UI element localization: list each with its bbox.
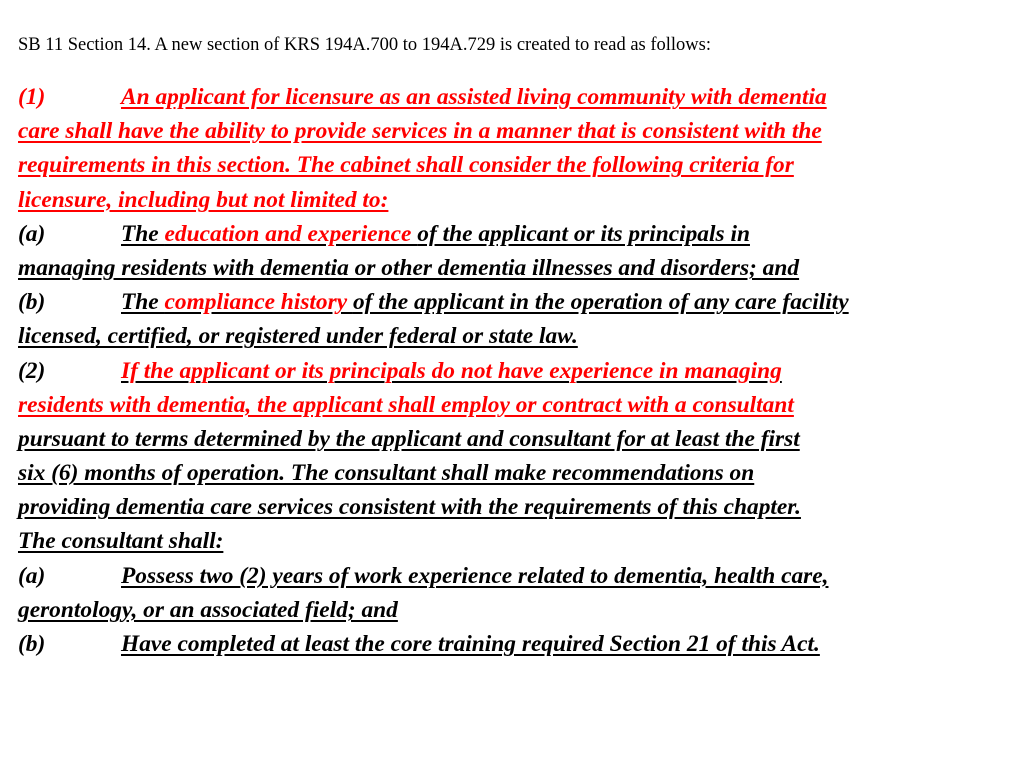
paragraph-2-label: (2) bbox=[18, 357, 46, 384]
paragraph-2-line-6: The consultant shall: bbox=[18, 528, 224, 555]
item-a-line-2: managing residents with dementia or other dementia illnesses and disorders; and bbox=[18, 254, 800, 281]
paragraph-1-line-2: care shall have the ability to provide services in a manner that is consistent with the bbox=[18, 118, 822, 145]
paragraph-1-label: (1) bbox=[18, 84, 46, 110]
item-b-line-1: (b) The compliance history of the applicant in the operation of any care facility bbox=[18, 285, 1010, 319]
paragraph-2-line-3: pursuant to terms determined by the applicant and consultant for at least the first bbox=[18, 425, 800, 452]
paragraph-1-line-3: requirements in this section. The cabinet shall consider the following criteria for bbox=[18, 152, 794, 179]
item-b-line-2: licensed, certified, or registered under federal or state law. bbox=[18, 323, 578, 350]
consultant-item-a-label: (a) bbox=[18, 562, 46, 589]
item-a-highlight: education and experience bbox=[164, 220, 418, 247]
paragraph-2-line-4: six (6) months of operation. The consultant shall make recommendations on bbox=[18, 460, 755, 487]
consultant-item-a-line-2: gerontology, or an associated field; and bbox=[18, 596, 398, 623]
document-page bbox=[18, 30, 1010, 661]
section-heading: SB 11 Section 14. A new section of KRS 194A.700 to 194A.729 is created to read as follows: bbox=[18, 35, 711, 55]
paragraph-2-line-1: (2) If the applicant or its principals do not have experience in managing bbox=[18, 354, 1010, 388]
item-a-line-1: (a) The education and experience of the applicant or its principals in bbox=[18, 217, 1010, 251]
paragraph-1-line-4: licensure, including but not limited to: bbox=[18, 186, 389, 213]
consultant-item-a-line-1: (a) Possess two (2) years of work experience related to dementia, health care, bbox=[18, 559, 1010, 593]
paragraph-2-line-2: residents with dementia, the applicant shall employ or contract with a consultant bbox=[18, 391, 794, 418]
consultant-item-b-label: (b) bbox=[18, 631, 46, 657]
paragraph-1-line-1: (1) An applicant for licensure as an assisted living community with dementia bbox=[18, 80, 1010, 114]
consultant-item-b-line-1: (b) Have completed at least the core training required Section 21 of this Act. bbox=[18, 627, 1010, 661]
statute-text bbox=[18, 80, 1010, 661]
item-a-label: (a) bbox=[18, 220, 46, 247]
item-b-label: (b) bbox=[18, 289, 46, 316]
item-b-highlight: compliance history bbox=[164, 289, 353, 316]
paragraph-2-line-5: providing dementia care services consistent with the requirements of this chapter. bbox=[18, 494, 801, 521]
